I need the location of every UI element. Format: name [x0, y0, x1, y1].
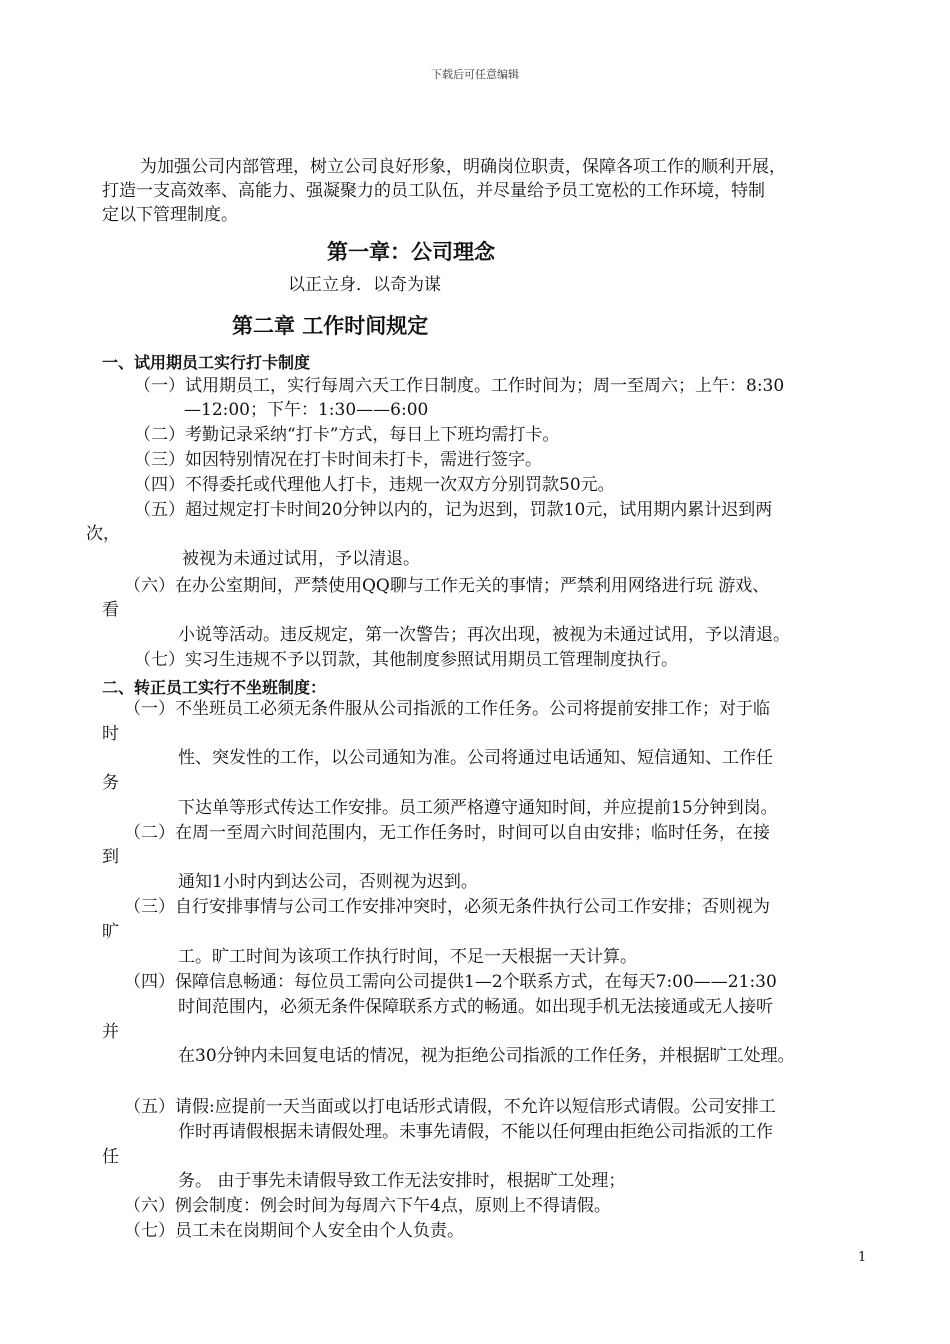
- section1-line: 被视为未通过试用，予以清退。: [182, 549, 420, 569]
- section1-line: 小说等活动。违反规定，第一次警告；再次出现，被视为未通过试用，予以清退。: [178, 625, 790, 645]
- section1-line: 看: [102, 600, 119, 620]
- chapter2-title: 第二章 工作时间规定: [232, 314, 429, 338]
- section1-line: （四）不得委托或代理他人打卡，违规一次双方分别罚款50元。: [134, 475, 615, 495]
- section2-line: （二）在周一至周六时间范围内，无工作任务时，时间可以自由安排；临时任务，在接: [124, 823, 770, 843]
- intro-line: 为加强公司内部管理，树立公司良好形象，明确岗位职责，保障各项工作的顺利开展，: [140, 157, 786, 177]
- section2-line: （五）请假:应提前一天当面或以打电话形式请假，不允许以短信形式请假。公司安排工: [124, 1097, 776, 1117]
- section1-line: —12:00；下午：1:30——6:00: [184, 400, 429, 420]
- chapter1-motto: 以正立身．以奇为谋: [288, 275, 441, 295]
- section2-line: 下达单等形式传达工作安排。员工须严格遵守通知时间，并应提前15分钟到岗。: [178, 798, 778, 818]
- section2-line: 工。旷工时间为该项工作执行时间，不足一天根据一天计算。: [178, 947, 637, 967]
- section1-line: （三）如因特别情况在打卡时间未打卡，需进行签字。: [134, 450, 542, 470]
- section2-line: 务: [102, 773, 119, 793]
- chapter1-title: 第一章：公司理念: [327, 240, 495, 264]
- section1-line: （六）在办公室期间，严禁使用QQ聊与工作无关的事情；严禁利用网络进行玩 游戏、: [124, 576, 770, 596]
- section1-title: 一、试用期员工实行打卡制度: [102, 353, 311, 372]
- section2-line: 务。 由于事先未请假导致工作无法安排时，根据旷工处理；: [178, 1171, 626, 1191]
- section2-line: 旷: [102, 922, 119, 942]
- section2-line: （四）保障信息畅通：每位员工需向公司提供1—2个联系方式，在每天7:00——21:30: [124, 972, 777, 992]
- section2-line: 通知1小时内到达公司，否则视为迟到。: [178, 872, 478, 892]
- section1-line: （七）实习生违规不予以罚款，其他制度参照试用期员工管理制度执行。: [134, 650, 678, 670]
- page-number: 1: [858, 1250, 867, 1265]
- section2-line: 性、突发性的工作，以公司通知为准。公司将通过电话通知、短信通知、工作任: [178, 748, 773, 768]
- intro-line: 定以下管理制度。: [102, 205, 238, 225]
- section2-line: 作时再请假根据未请假处理。未事先请假，不能以任何理由拒绝公司指派的工作: [178, 1122, 773, 1142]
- section2-title: 二、转正员工实行不坐班制度：: [102, 678, 327, 697]
- section2-line: 时间范围内，必须无条件保障联系方式的畅通。如出现手机无法接通或无人接听: [178, 997, 773, 1017]
- section2-line: 时: [102, 724, 119, 744]
- section2-line: 在30分钟内未回复电话的情况，视为拒绝公司指派的工作任务，并根据旷工处理。: [178, 1046, 795, 1066]
- section2-line: （六）例会制度：例会时间为每周六下午4点，原则上不得请假。: [124, 1196, 611, 1216]
- section1-line: 次，: [86, 524, 120, 544]
- page-header: 下载后可任意编辑: [431, 68, 519, 81]
- section2-line: （一）不坐班员工必须无条件服从公司指派的工作任务。公司将提前安排工作；对于临: [124, 699, 770, 719]
- section2-line: （七）员工未在岗期间个人安全由个人负责。: [124, 1221, 464, 1241]
- section2-line: 并: [102, 1022, 119, 1042]
- section2-line: （三）自行安排事情与公司工作安排冲突时，必须无条件执行公司工作安排；否则视为: [124, 897, 770, 917]
- section1-line: （五）超过规定打卡时间20分钟以内的，记为迟到，罚款10元，试用期内累计迟到两: [134, 500, 773, 520]
- section1-line: （一）试用期员工，实行每周六天工作日制度。工作时间为；周一至周六；上午：8:30: [134, 376, 785, 396]
- intro-line: 打造一支高效率、高能力、强凝聚力的员工队伍，并尽量给予员工宽松的工作环境，特制: [102, 181, 765, 201]
- section2-line: 任: [102, 1147, 119, 1167]
- section2-line: 到: [102, 847, 119, 867]
- section1-line: （二）考勤记录采纳“打卡”方式，每日上下班均需打卡。: [134, 425, 560, 445]
